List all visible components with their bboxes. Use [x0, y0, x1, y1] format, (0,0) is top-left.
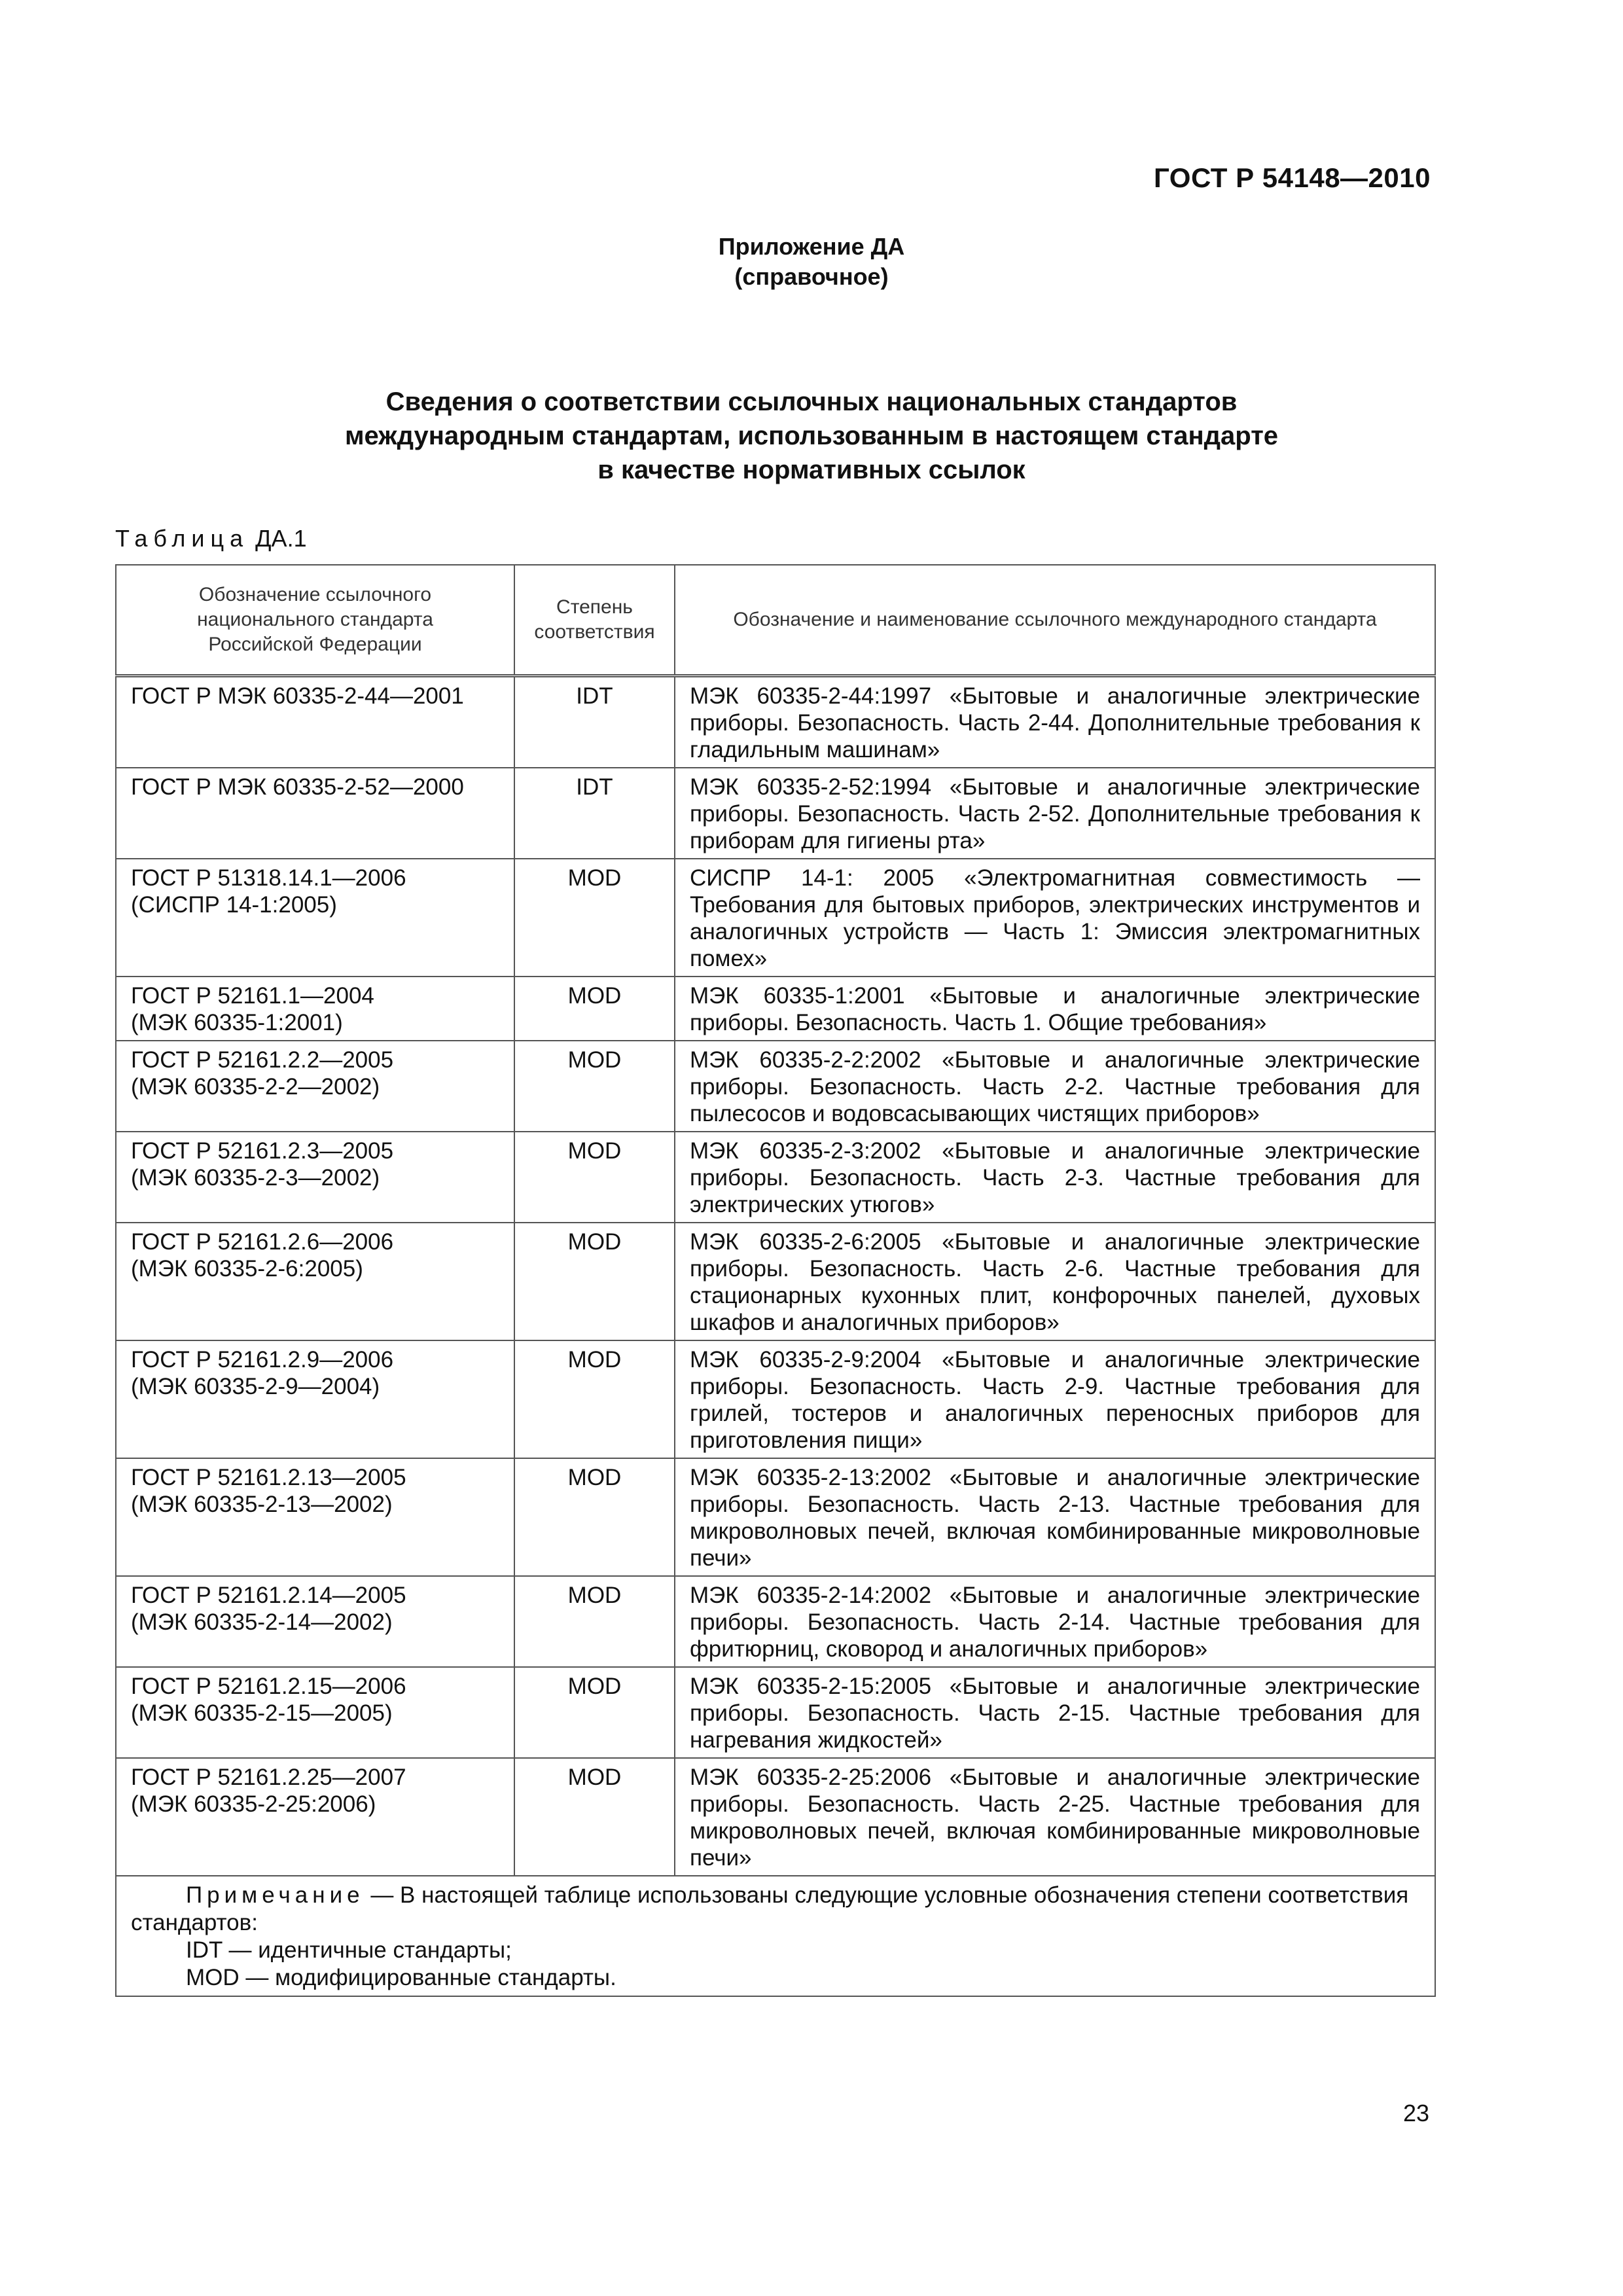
appendix-title: Приложение ДА	[718, 233, 905, 260]
note-item-idt: IDT — идентичные стандарты;	[186, 1937, 512, 1963]
national-standard-line: (МЭК 60335-2-14—2002)	[131, 1609, 393, 1635]
header-degree-line: соответствия	[534, 621, 655, 643]
national-standard-line: ГОСТ Р 52161.2.13—2005	[131, 1465, 406, 1490]
table-row	[116, 1758, 1435, 1876]
national-standard-cell	[116, 1458, 514, 1576]
degree-cell: MOD	[514, 1041, 675, 1132]
degree-cell: MOD	[514, 1132, 675, 1223]
table-note-row	[116, 1876, 1435, 1996]
section-title-line: Сведения о соответствии ссылочных национальных стандартов	[385, 387, 1238, 416]
national-standard-line: ГОСТ Р 52161.1—2004	[131, 983, 374, 1009]
header-international-standard: Обозначение и наименование ссылочного международного стандарта	[675, 565, 1435, 676]
national-standard-line: ГОСТ Р 52161.2.6—2006	[131, 1229, 394, 1255]
degree-cell: MOD	[514, 1223, 675, 1340]
degree-cell: MOD	[514, 1576, 675, 1667]
national-standard-line: ГОСТ Р 52161.2.15—2006	[131, 1674, 406, 1699]
section-title	[0, 385, 1623, 487]
section-title-line: международным стандартам, использованным в настоящем стандарте	[344, 422, 1279, 450]
national-standard-cell	[116, 768, 514, 859]
international-standard-cell: МЭК 60335-2-9:2004 «Бытовые и аналогичные электрические приборы. Безопасность. Часть 2-9. Частные требования для грилей, тостеров и аналогичных переносных приборов для приготовления пищи»	[675, 1340, 1435, 1458]
table-row	[116, 768, 1435, 859]
international-standard-cell: СИСПР 14-1: 2005 «Электромагнитная совместимость — Требования для бытовых приборов, электрических инструментов и аналогичных устройств — Часть 1: Эмиссия электромагнитных помех»	[675, 859, 1435, 977]
appendix-subtitle: (справочное)	[734, 263, 889, 290]
national-standard-line: (МЭК 60335-2-6:2005)	[131, 1256, 363, 1282]
international-standard-cell: МЭК 60335-2-15:2005 «Бытовые и аналогичные электрические приборы. Безопасность. Часть 2-15. Частные требования для нагревания жидкостей»	[675, 1667, 1435, 1758]
table-row	[116, 1132, 1435, 1223]
national-standard-cell	[116, 1576, 514, 1667]
table-row	[116, 1223, 1435, 1340]
national-standard-line: ГОСТ Р МЭК 60335-2-44—2001	[131, 683, 464, 709]
degree-cell: IDT	[514, 676, 675, 768]
header-degree-line: Степень	[556, 596, 633, 618]
national-standard-cell	[116, 1667, 514, 1758]
header-national-line: Обозначение ссылочного	[198, 584, 432, 605]
international-standard-cell: МЭК 60335-2-25:2006 «Бытовые и аналогичные электрические приборы. Безопасность. Часть 2-25. Частные требования для микроволновых печей, включая комбинированные микроволновые печи»	[675, 1758, 1435, 1876]
table-row	[116, 1667, 1435, 1758]
international-standard-cell: МЭК 60335-2-52:1994 «Бытовые и аналогичные электрические приборы. Безопасность. Часть 2-52. Дополнительные требования к приборам для гигиены рта»	[675, 768, 1435, 859]
national-standard-line: ГОСТ Р 52161.2.3—2005	[131, 1138, 394, 1164]
national-standard-cell	[116, 977, 514, 1041]
note-lead	[131, 1882, 1420, 1937]
note-item-mod: MOD — модифицированные стандарты.	[186, 1965, 616, 1990]
note-text: — В настоящей таблице использованы следующие условные обозначения степени соответствия стандартов:	[131, 1882, 1409, 1935]
header-national-standard	[116, 565, 514, 676]
national-standard-line: ГОСТ Р 52161.2.25—2007	[131, 1765, 406, 1790]
table-header-row	[116, 565, 1435, 676]
table-row	[116, 1576, 1435, 1667]
national-standard-line: ГОСТ Р 52161.2.2—2005	[131, 1047, 394, 1073]
national-standard-cell	[116, 1340, 514, 1458]
national-standard-line: ГОСТ Р 51318.14.1—2006	[131, 865, 406, 891]
table-row	[116, 977, 1435, 1041]
international-standard-cell: МЭК 60335-2-3:2002 «Бытовые и аналогичные электрические приборы. Безопасность. Часть 2-3. Частные требования для электрических утюгов»	[675, 1132, 1435, 1223]
national-standard-line: ГОСТ Р МЭК 60335-2-52—2000	[131, 774, 464, 800]
national-standard-line: (МЭК 60335-2-3—2002)	[131, 1165, 380, 1191]
table-row	[116, 1458, 1435, 1576]
national-standard-cell	[116, 859, 514, 977]
national-standard-cell	[116, 676, 514, 768]
international-standard-cell: МЭК 60335-1:2001 «Бытовые и аналогичные электрические приборы. Безопасность. Часть 1. Общие требования»	[675, 977, 1435, 1041]
table-row	[116, 859, 1435, 977]
national-standard-line: ГОСТ Р 52161.2.14—2005	[131, 1583, 406, 1608]
document-id: ГОСТ Р 54148—2010	[1154, 162, 1431, 193]
national-standard-cell	[116, 1758, 514, 1876]
header-national-line: национального стандарта	[197, 609, 433, 630]
degree-cell: MOD	[514, 1340, 675, 1458]
international-standard-cell: МЭК 60335-2-6:2005 «Бытовые и аналогичные электрические приборы. Безопасность. Часть 2-6. Частные требования для стационарных кухонных плит, конфорочных панелей, духовых шкафов и аналогичных приборов»	[675, 1223, 1435, 1340]
table-note	[116, 1876, 1435, 1996]
national-standard-line: (МЭК 60335-2-15—2005)	[131, 1700, 393, 1726]
international-standard-cell: МЭК 60335-2-14:2002 «Бытовые и аналогичные электрические приборы. Безопасность. Часть 2-14. Частные требования для фритюрниц, сковород и аналогичных приборов»	[675, 1576, 1435, 1667]
national-standard-cell	[116, 1041, 514, 1132]
international-standard-cell: МЭК 60335-2-13:2002 «Бытовые и аналогичные электрические приборы. Безопасность. Часть 2-13. Частные требования для микроволновых печей, включая комбинированные микроволновые печи»	[675, 1458, 1435, 1576]
correspondence-table	[115, 564, 1436, 1997]
national-standard-line: ГОСТ Р 52161.2.9—2006	[131, 1347, 394, 1372]
table-row	[116, 676, 1435, 768]
header-degree	[514, 565, 675, 676]
national-standard-line: (СИСПР 14-1:2005)	[131, 892, 337, 918]
table-body	[116, 676, 1435, 1876]
national-standard-line: (МЭК 60335-1:2001)	[131, 1010, 343, 1035]
degree-cell: MOD	[514, 977, 675, 1041]
appendix-heading	[0, 232, 1623, 292]
degree-cell: MOD	[514, 1758, 675, 1876]
international-standard-cell: МЭК 60335-2-2:2002 «Бытовые и аналогичные электрические приборы. Безопасность. Часть 2-2. Частные требования для пылесосов и водовсасывающих чистящих приборов»	[675, 1041, 1435, 1132]
national-standard-cell	[116, 1223, 514, 1340]
degree-cell: MOD	[514, 1667, 675, 1758]
section-title-line: в качестве нормативных ссылок	[597, 456, 1026, 484]
national-standard-line: (МЭК 60335-2-9—2004)	[131, 1374, 380, 1399]
table-caption-number: ДА.1	[255, 525, 307, 552]
international-standard-cell: МЭК 60335-2-44:1997 «Бытовые и аналогичные электрические приборы. Безопасность. Часть 2-44. Дополнительные требования к гладильным машинам»	[675, 676, 1435, 768]
national-standard-line: (МЭК 60335-2-2—2002)	[131, 1074, 380, 1100]
table-row	[116, 1041, 1435, 1132]
page-number: 23	[1402, 2100, 1429, 2126]
table-caption	[115, 525, 307, 552]
note-label: Примечание	[186, 1882, 365, 1908]
table-caption-label: Таблица	[115, 525, 249, 552]
national-standard-line: (МЭК 60335-2-13—2002)	[131, 1492, 393, 1517]
degree-cell: MOD	[514, 859, 675, 977]
header-national-line: Российской Федерации	[208, 634, 422, 655]
degree-cell: IDT	[514, 768, 675, 859]
national-standard-cell	[116, 1132, 514, 1223]
table-row	[116, 1340, 1435, 1458]
national-standard-line: (МЭК 60335-2-25:2006)	[131, 1791, 376, 1817]
degree-cell: MOD	[514, 1458, 675, 1576]
